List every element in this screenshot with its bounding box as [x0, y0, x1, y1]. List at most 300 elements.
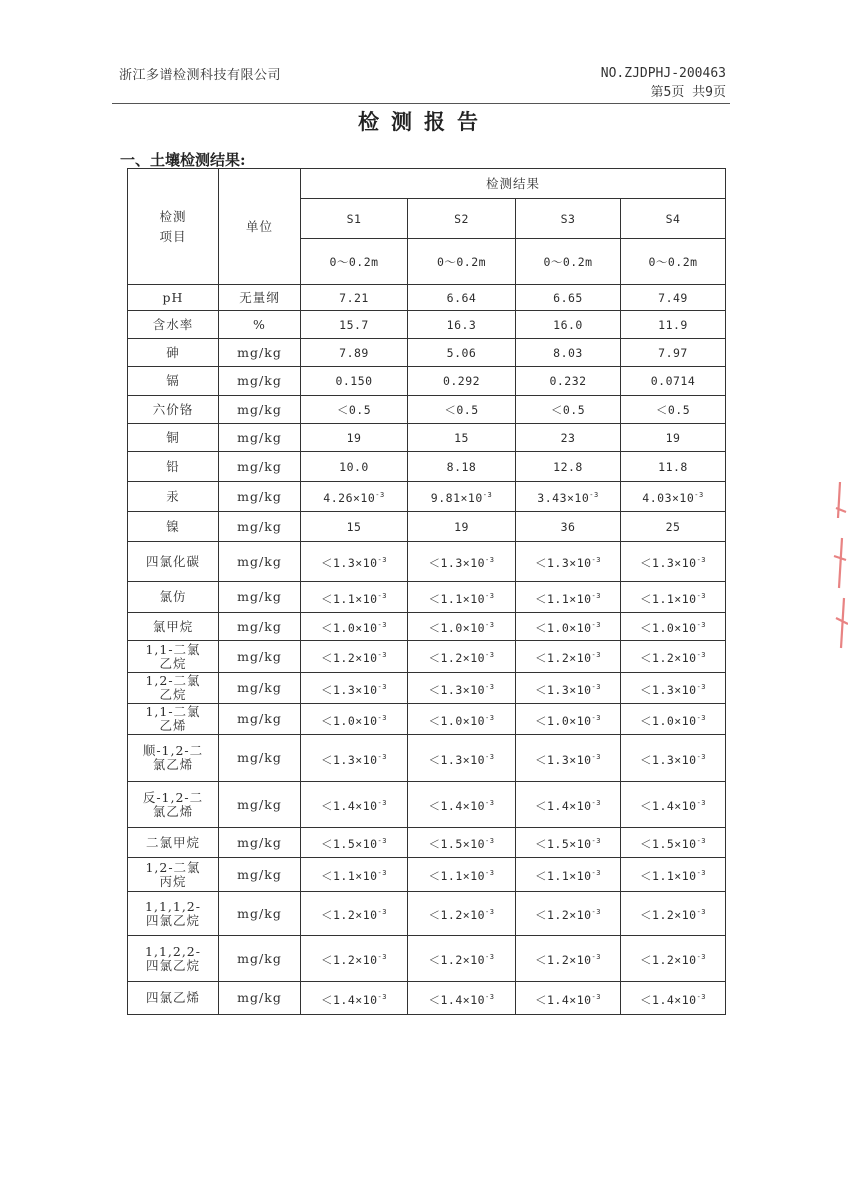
row-value [621, 582, 726, 613]
value-text: ＜1.4×10 [535, 992, 592, 1007]
value-exponent: -3 [591, 621, 601, 629]
row-unit: mg/kg [219, 892, 301, 936]
value-text: 16.3 [446, 317, 477, 332]
value-text: ＜1.0×10 [321, 621, 378, 635]
value-text: ＜1.4×10 [321, 799, 378, 813]
row-value [621, 613, 726, 641]
row-value [621, 673, 726, 704]
value-text: 5.06 [446, 345, 477, 360]
row-value [621, 311, 726, 339]
row-unit: mg/kg [219, 367, 301, 396]
value-text: ＜1.3×10 [640, 752, 697, 767]
red-stamp-fragment [826, 478, 848, 658]
row-unit: mg/kg [219, 828, 301, 858]
value-text: ＜1.3×10 [535, 752, 592, 767]
row-unit: mg/kg [219, 735, 301, 782]
value-text: 4.26×10 [323, 491, 376, 505]
row-value [516, 482, 621, 512]
results-table [127, 168, 726, 1015]
row-value [516, 542, 621, 582]
value-text: 4.03×10 [642, 491, 695, 505]
row-value [301, 782, 408, 828]
value-exponent: -3 [696, 837, 706, 845]
row-value [621, 982, 726, 1015]
row-item: 铜 [128, 424, 219, 452]
value-text: 15 [346, 519, 362, 534]
sample-header: S3 [516, 199, 621, 239]
report-number: NO.ZJDPHJ-200463 [600, 66, 726, 81]
value-text: ＜1.3×10 [321, 682, 378, 697]
depth-header: 0～0.2m [516, 239, 621, 285]
row-value [621, 892, 726, 936]
value-text: ＜1.2×10 [321, 908, 378, 922]
value-text: 36 [560, 519, 576, 534]
value-text: 19 [346, 430, 362, 445]
row-item: 砷 [128, 339, 219, 367]
table-row [128, 936, 726, 982]
row-value [621, 858, 726, 892]
value-text: 10.0 [339, 459, 369, 474]
row-value [516, 396, 621, 424]
table-row [128, 339, 726, 367]
value-text: ＜1.3×10 [535, 556, 592, 570]
value-text: ＜1.0×10 [535, 713, 592, 728]
value-exponent: -3 [696, 713, 706, 722]
value-text: ＜1.4×10 [321, 992, 378, 1007]
value-exponent: -3 [375, 491, 385, 499]
value-text: ＜0.5 [655, 402, 691, 417]
value-text: ＜0.5 [336, 402, 372, 417]
value-text: ＜1.4×10 [428, 992, 486, 1007]
value-exponent: -3 [696, 591, 706, 600]
value-exponent: -3 [377, 908, 387, 916]
table-row [128, 512, 726, 542]
value-text: ＜1.3×10 [640, 682, 697, 697]
value-text: ＜1.4×10 [535, 799, 592, 813]
row-value [621, 936, 726, 982]
row-value [301, 673, 408, 704]
value-text: ＜1.0×10 [428, 713, 486, 728]
value-text: ＜1.0×10 [535, 621, 592, 635]
value-exponent: -3 [485, 752, 495, 761]
row-value [516, 641, 621, 673]
row-value [408, 828, 516, 858]
row-value [408, 452, 516, 482]
row-value [516, 613, 621, 641]
row-value [621, 452, 726, 482]
row-value [621, 828, 726, 858]
value-text: ＜1.1×10 [428, 869, 486, 883]
row-value [516, 339, 621, 367]
row-value [408, 613, 516, 641]
row-value [408, 673, 516, 704]
row-value [408, 641, 516, 673]
row-value [301, 396, 408, 424]
value-text: ＜1.2×10 [535, 908, 592, 922]
page-info: 第5页 共9页 [650, 85, 726, 100]
value-text: 19 [454, 519, 469, 534]
row-value [516, 782, 621, 828]
value-exponent: -3 [696, 992, 706, 1001]
row-value [301, 613, 408, 641]
row-item: 顺-1,2-二 氯乙烯 [128, 735, 219, 782]
table-row [128, 311, 726, 339]
row-item: 含水率 [128, 311, 219, 339]
row-unit: mg/kg [219, 982, 301, 1015]
depth-header: 0～0.2m [621, 239, 726, 285]
value-text: 25 [665, 519, 681, 534]
col-header-item: 检测 项目 [128, 169, 219, 285]
row-value [408, 396, 516, 424]
row-value [408, 892, 516, 936]
value-text: 0.150 [335, 374, 373, 388]
row-value [621, 542, 726, 582]
value-exponent: -3 [591, 992, 601, 1001]
row-value [621, 367, 726, 396]
value-exponent: -3 [485, 556, 495, 564]
value-text: 16.0 [553, 317, 583, 332]
row-value [516, 892, 621, 936]
section-title: 一、土壤检测结果: [120, 151, 246, 169]
value-text: ＜1.1×10 [640, 869, 697, 883]
value-exponent: -3 [377, 682, 387, 691]
depth-header: 0～0.2m [301, 239, 408, 285]
value-exponent: -3 [591, 953, 601, 961]
row-value [301, 982, 408, 1015]
row-value [516, 512, 621, 542]
value-exponent: -3 [591, 713, 601, 722]
table-row [128, 673, 726, 704]
row-value [408, 704, 516, 735]
value-exponent: -3 [696, 556, 706, 564]
row-value [408, 542, 516, 582]
report-meta [601, 64, 726, 102]
value-exponent: -3 [696, 869, 706, 877]
value-exponent: -3 [694, 491, 704, 499]
value-exponent: -3 [696, 752, 706, 761]
value-exponent: -3 [485, 651, 495, 659]
row-value [408, 482, 516, 512]
col-header-results: 检测结果 [301, 169, 726, 199]
row-value [301, 858, 408, 892]
row-value [621, 396, 726, 424]
sample-header: S1 [301, 199, 408, 239]
row-unit: mg/kg [219, 542, 301, 582]
value-exponent: -3 [377, 752, 387, 761]
row-value [301, 512, 408, 542]
value-text: ＜1.1×10 [535, 591, 592, 606]
row-item: 镍 [128, 512, 219, 542]
value-text: 6.65 [553, 290, 583, 305]
value-text: ＜1.1×10 [321, 591, 378, 606]
row-item: 镉 [128, 367, 219, 396]
value-exponent: -3 [591, 651, 601, 659]
row-unit: mg/kg [219, 936, 301, 982]
value-exponent: -3 [482, 491, 493, 499]
value-text: ＜1.3×10 [428, 752, 486, 767]
value-text: ＜1.1×10 [321, 869, 378, 883]
value-text: 0.0714 [650, 374, 696, 388]
value-text: ＜1.2×10 [535, 953, 592, 967]
value-text: ＜1.0×10 [321, 713, 378, 728]
value-exponent: -3 [485, 591, 495, 600]
value-text: ＜1.0×10 [640, 713, 697, 728]
row-value [301, 339, 408, 367]
row-unit: mg/kg [219, 424, 301, 452]
table-row [128, 482, 726, 512]
value-exponent: -3 [591, 837, 601, 845]
results-table-body [128, 169, 726, 1015]
page-title: 检测报告 [358, 109, 490, 134]
row-value [301, 582, 408, 613]
value-text: ＜1.3×10 [428, 556, 486, 570]
row-unit: mg/kg [219, 613, 301, 641]
table-row [128, 735, 726, 782]
table-row [128, 367, 726, 396]
value-text: ＜1.3×10 [321, 556, 378, 570]
row-value [516, 673, 621, 704]
value-exponent: -3 [485, 837, 495, 845]
value-text: ＜0.5 [550, 402, 586, 417]
value-text: 19 [665, 430, 681, 445]
value-exponent: -3 [485, 953, 495, 961]
value-exponent: -3 [591, 591, 601, 600]
row-value [516, 735, 621, 782]
row-value [301, 482, 408, 512]
value-text: ＜1.0×10 [428, 621, 486, 635]
value-text: 11.8 [658, 459, 688, 474]
sample-header: S4 [621, 199, 726, 239]
row-value [408, 582, 516, 613]
value-text: ＜1.2×10 [428, 908, 486, 922]
value-exponent: -3 [591, 752, 601, 761]
row-value [301, 936, 408, 982]
row-value [301, 735, 408, 782]
row-value [408, 512, 516, 542]
value-text: ＜1.1×10 [535, 869, 592, 883]
row-unit: % [219, 311, 301, 339]
header-rule [112, 103, 730, 104]
row-value [516, 424, 621, 452]
value-text: ＜1.1×10 [640, 591, 697, 606]
row-value [301, 424, 408, 452]
row-item: 1,2-二氯 丙烷 [128, 858, 219, 892]
value-text: ＜1.4×10 [640, 992, 697, 1007]
value-exponent: -3 [485, 869, 495, 877]
row-value [301, 311, 408, 339]
depth-header: 0～0.2m [408, 239, 516, 285]
value-exponent: -3 [485, 713, 495, 722]
row-value [408, 936, 516, 982]
value-text: 7.49 [658, 290, 688, 305]
row-value [516, 582, 621, 613]
row-value [301, 367, 408, 396]
table-row [128, 424, 726, 452]
row-unit: mg/kg [219, 782, 301, 828]
row-value [516, 828, 621, 858]
value-exponent: -3 [377, 869, 387, 877]
value-exponent: -3 [696, 908, 706, 916]
row-unit: mg/kg [219, 704, 301, 735]
row-value [621, 782, 726, 828]
table-row [128, 782, 726, 828]
row-value [408, 367, 516, 396]
value-text: 6.64 [446, 290, 477, 305]
value-text: 12.8 [553, 459, 583, 474]
row-item: 四氯化碳 [128, 542, 219, 582]
value-text: 9.81×10 [430, 491, 483, 505]
value-exponent: -3 [377, 953, 387, 961]
row-unit: mg/kg [219, 582, 301, 613]
value-text: 0.232 [549, 374, 587, 388]
row-value [516, 311, 621, 339]
row-value [516, 452, 621, 482]
row-value [408, 858, 516, 892]
value-text: ＜1.5×10 [535, 837, 592, 851]
value-text: ＜1.4×10 [428, 799, 486, 813]
row-unit: mg/kg [219, 858, 301, 892]
table-row [128, 285, 726, 311]
row-value [301, 641, 408, 673]
row-value [301, 704, 408, 735]
row-unit: mg/kg [219, 452, 301, 482]
value-text: ＜1.4×10 [640, 799, 697, 813]
row-item: 反-1,2-二 氯乙烯 [128, 782, 219, 828]
value-exponent: -3 [377, 799, 387, 807]
table-row [128, 828, 726, 858]
value-exponent: -3 [377, 837, 387, 845]
value-exponent: -3 [377, 556, 387, 564]
row-unit: mg/kg [219, 396, 301, 424]
value-exponent: -3 [485, 682, 495, 691]
table-row [128, 858, 726, 892]
value-text: ＜1.3×10 [640, 556, 697, 570]
row-value [621, 641, 726, 673]
value-text: 23 [560, 430, 576, 445]
value-exponent: -3 [696, 682, 706, 691]
value-exponent: -3 [591, 869, 601, 877]
row-item: 1,2-二氯 乙烷 [128, 673, 219, 704]
value-exponent: -3 [591, 682, 601, 691]
value-exponent: -3 [377, 713, 387, 722]
value-text: 3.43×10 [537, 491, 590, 505]
value-exponent: -3 [591, 799, 601, 807]
row-value [621, 285, 726, 311]
row-value [408, 311, 516, 339]
row-value [301, 285, 408, 311]
value-text: ＜1.3×10 [428, 682, 486, 697]
value-text: 7.89 [339, 345, 369, 360]
value-exponent: -3 [485, 621, 495, 629]
value-text: 8.03 [553, 345, 583, 360]
value-text: 15.7 [339, 317, 369, 332]
value-exponent: -3 [377, 621, 387, 629]
table-row [128, 613, 726, 641]
row-item: 氯仿 [128, 582, 219, 613]
value-text: ＜1.5×10 [321, 837, 378, 851]
row-value [408, 782, 516, 828]
table-row [128, 892, 726, 936]
value-text: 15 [454, 430, 469, 445]
row-value [408, 735, 516, 782]
value-exponent: -3 [377, 591, 387, 600]
value-exponent: -3 [589, 491, 599, 499]
sample-header: S2 [408, 199, 516, 239]
row-value [408, 982, 516, 1015]
row-value [301, 542, 408, 582]
table-row [128, 542, 726, 582]
value-text: ＜1.3×10 [321, 752, 378, 767]
row-value [408, 339, 516, 367]
table-row [128, 582, 726, 613]
row-item: 铅 [128, 452, 219, 482]
row-item: 汞 [128, 482, 219, 512]
value-text: ＜1.2×10 [428, 651, 486, 665]
value-text: ＜1.2×10 [321, 953, 378, 967]
value-exponent: -3 [485, 908, 495, 916]
row-unit: 无量纲 [219, 285, 301, 311]
row-value [621, 512, 726, 542]
value-text: ＜1.1×10 [428, 591, 486, 606]
row-item: 二氯甲烷 [128, 828, 219, 858]
value-text: ＜1.5×10 [640, 837, 697, 851]
row-unit: mg/kg [219, 641, 301, 673]
table-row [128, 704, 726, 735]
row-value [621, 339, 726, 367]
row-item: 六价铬 [128, 396, 219, 424]
value-text: 11.9 [658, 317, 688, 332]
value-exponent: -3 [696, 621, 706, 629]
value-exponent: -3 [485, 799, 495, 807]
header-row-group [128, 169, 726, 199]
row-value [301, 452, 408, 482]
row-value [408, 424, 516, 452]
value-text: ＜1.2×10 [321, 651, 378, 665]
value-exponent: -3 [591, 908, 601, 916]
row-value [516, 285, 621, 311]
row-value [516, 858, 621, 892]
row-item: 四氯乙烯 [128, 982, 219, 1015]
row-item: 1,1,1,2- 四氯乙烷 [128, 892, 219, 936]
value-text: ＜1.2×10 [640, 651, 697, 665]
company-name: 浙江多谱检测科技有限公司 [119, 68, 282, 83]
row-unit: mg/kg [219, 512, 301, 542]
value-text: ＜1.5×10 [428, 837, 486, 851]
row-unit: mg/kg [219, 339, 301, 367]
value-text: ＜1.0×10 [640, 621, 697, 635]
row-unit: mg/kg [219, 482, 301, 512]
row-value [621, 482, 726, 512]
row-item: 氯甲烷 [128, 613, 219, 641]
value-text: ＜1.2×10 [535, 651, 592, 665]
row-value [621, 735, 726, 782]
row-item: 1,1-二氯 乙烷 [128, 641, 219, 673]
value-exponent: -3 [485, 992, 495, 1001]
col-header-unit: 单位 [219, 169, 301, 285]
table-row [128, 982, 726, 1015]
table-row [128, 641, 726, 673]
row-unit: mg/kg [219, 673, 301, 704]
value-exponent: -3 [696, 651, 706, 659]
row-item: pH [128, 285, 219, 311]
row-value [408, 285, 516, 311]
table-row [128, 452, 726, 482]
row-value [301, 828, 408, 858]
row-value [516, 982, 621, 1015]
row-value [621, 704, 726, 735]
value-exponent: -3 [377, 992, 387, 1001]
value-exponent: -3 [377, 651, 387, 659]
